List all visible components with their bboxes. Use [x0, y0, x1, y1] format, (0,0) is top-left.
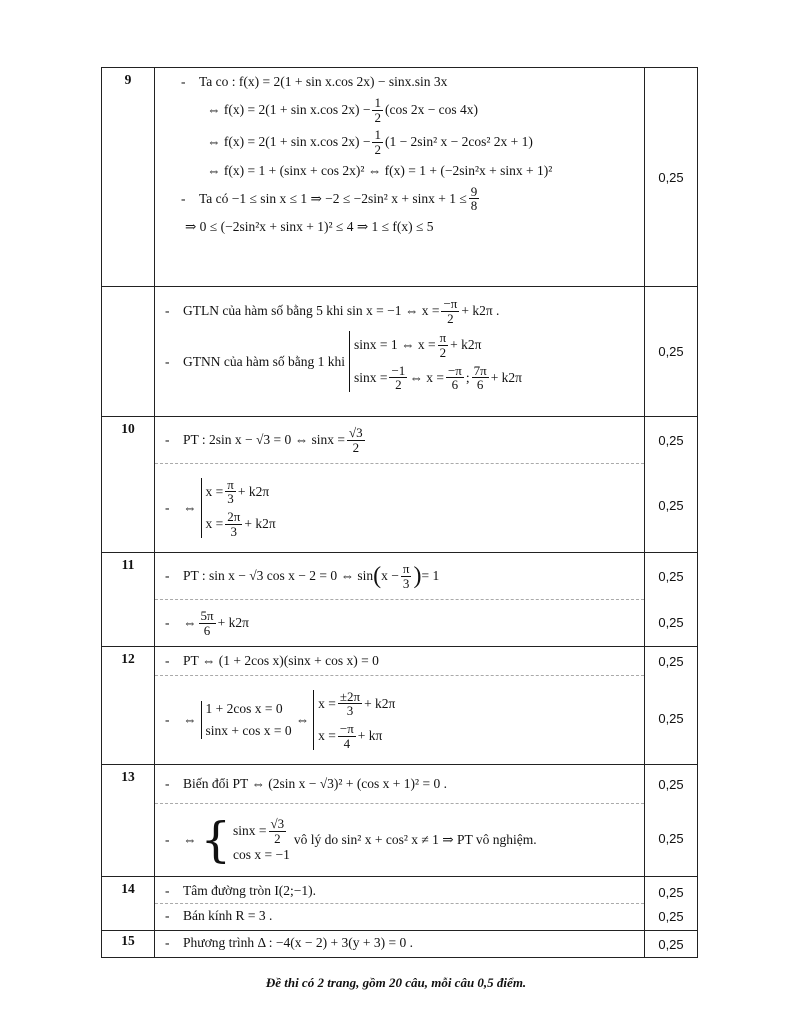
- table-row: [102, 931, 698, 958]
- row-divider: [155, 599, 644, 600]
- score-pair: [645, 647, 698, 765]
- score: 0,25: [658, 433, 684, 448]
- answer-cell: [155, 765, 645, 877]
- answer-line: - PT : 2sin x − √3 = 0 ⇔ sinx = $\frac{√3}{2}$: [165, 424, 363, 455]
- fraction: $\frac{9}{8}$: [470, 183, 478, 214]
- score-pair: [645, 553, 698, 647]
- table-row: [102, 765, 698, 877]
- table-row: [102, 287, 698, 417]
- answer-line: ⇔ f(x) = 2(1 + sin x.cos 2x) − $\frac{1}{2}$ (cos 2x − cos 4x): [207, 95, 479, 125]
- score: 0,25: [658, 711, 684, 726]
- fraction: $\frac{√3}{2}$: [349, 424, 363, 455]
- answer-line: - Biến đổi PT ⇔ (2sin x − √3)² + (cos x + 1)² = 0 .: [165, 776, 447, 791]
- score: 0,25: [658, 654, 684, 669]
- fraction: $\frac{5\pi}{6}$: [200, 607, 214, 638]
- score: 0,25: [658, 498, 684, 513]
- question-number: 10: [102, 417, 155, 553]
- solution-bracket: x = $\frac{\pm 2\pi}{3}$ + k2π x = $\frac{-\pi}{4}$ + kπ: [313, 690, 395, 751]
- score: 0,25: [645, 68, 698, 287]
- score: 0,25: [645, 931, 698, 958]
- score: 0,25: [658, 909, 684, 924]
- answer-line: - PT ⇔ (1 + 2cos x)(sinx + cos x) = 0: [165, 653, 379, 668]
- question-number: 15: [102, 931, 155, 958]
- fraction: $\frac{-\pi}{2}$: [443, 296, 458, 326]
- answer-line: ⇒ 0 ≤ (−2sin²x + sinx + 1)² ≤ 4 ⇒ 1 ≤ f(x) ≤ 5: [185, 218, 434, 234]
- fraction: $\frac{1}{2}$: [374, 127, 381, 157]
- answer-line: ⇔ f(x) = 2(1 + sin x.cos 2x) − $\frac{1}{2}$ (1 − 2sin² x − 2cos² 2x + 1): [207, 127, 533, 157]
- fraction: $\frac{1}{2}$: [374, 95, 381, 125]
- score: 0,25: [658, 569, 684, 584]
- answer-line: - GTLN của hàm số bằng 5 khi sin x = −1 ⇔ x = $\frac{-\pi}{2}$ + k2π .: [165, 296, 500, 326]
- answer-line: - Ta co : f(x) = 2(1 + sin x.cos 2x) − sinx.sin 3x: [181, 74, 448, 89]
- score-pair: [645, 417, 698, 553]
- solution-bracket: x = $\frac{\pi}{3}$ + k2π x = $\frac{2\pi}{3}$ + k2π: [201, 478, 276, 539]
- question-number: 14: [102, 877, 155, 931]
- answer-cell: [155, 287, 645, 417]
- score-pair: [645, 877, 698, 931]
- row-divider: [155, 675, 644, 676]
- answer-cell: [155, 417, 645, 553]
- score: 0,25: [658, 831, 684, 846]
- row-divider: [155, 803, 644, 804]
- page-footer: Đề thi có 2 trang, gồm 20 câu, mỗi câu 0,5 điểm.: [265, 975, 527, 990]
- table-row: [102, 877, 698, 931]
- score-pair: [645, 765, 698, 877]
- question-number: 13: [102, 765, 155, 877]
- answer-line: - ⇔ 1 + 2cos x = 0 sinx + cos x = 0 ⇔ x = $\frac{\pm 2\pi}{3}$ + k2π x = $\frac{-\pi}{4}$ + kπ: [165, 688, 396, 751]
- answer-line: - Phương trình Δ : −4(x − 2) + 3(y + 3) = 0 .: [165, 935, 413, 950]
- system-brace: { sinx = $\frac{√3}{2}$ cos x = −1: [200, 812, 290, 868]
- answer-cell: [155, 68, 645, 287]
- answer-line: ⇔ f(x) = 1 + (sinx + cos 2x)² ⇔ f(x) = 1 + (−2sin²x + sinx + 1)²: [207, 162, 553, 178]
- question-number: 9: [102, 68, 155, 287]
- score: 0,25: [645, 287, 698, 417]
- answer-line: - ⇔ { sinx = $\frac{√3}{2}$ cos x = −1 vô lý do sin² x + cos² x ≠ 1 ⇒ PT vô nghiệm.: [165, 812, 537, 868]
- question-number: 12: [102, 647, 155, 765]
- solution-bracket: 1 + 2cos x = 0 sinx + cos x = 0: [201, 701, 292, 739]
- answer-line: - ⇔ x = $\frac{\pi}{3}$ + k2π x = $\frac{2\pi}{3}$ + k2π: [165, 476, 276, 539]
- row-divider: [155, 463, 644, 464]
- answer-line: - GTNN của hàm số bằng 1 khi sinx = 1 ⇔ x = $\frac{\pi}{2}$ + k2π sinx = $\frac{-1}{2}$ ⇔ x = $\frac{-\pi}{6}$ ; $\frac{7\pi}{6}$ + k2π: [165, 330, 522, 393]
- answer-line: - PT : sin x − √3 cos x − 2 = 0 ⇔ sin ( x − $\frac{\pi}{3}$ ) = 1: [165, 560, 440, 591]
- answer-line: - Bán kính R = 3 .: [165, 908, 273, 923]
- answer-line: - Tâm đường tròn I(2;−1).: [165, 883, 317, 898]
- question-number: 11: [102, 553, 155, 647]
- solution-bracket: sinx = 1 ⇔ x = $\frac{\pi}{2}$ + k2π sinx = $\frac{-1}{2}$ ⇔ x = $\frac{-\pi}{6}$ ; $\frac{7\pi}{6}$ + k2π: [349, 331, 522, 392]
- row-divider: [155, 903, 644, 904]
- answer-line: - ⇔ $\frac{5\pi}{6}$ + k2π: [165, 607, 249, 638]
- fraction: $\frac{\pi}{3}$: [402, 560, 410, 591]
- score: 0,25: [658, 776, 684, 792]
- table-row: [102, 553, 698, 647]
- answer-cell: [155, 553, 645, 647]
- score: 0,25: [658, 615, 684, 630]
- score: 0,25: [658, 885, 684, 900]
- answer-cell: [155, 647, 645, 765]
- table-row: [102, 68, 698, 287]
- answer-line: - Ta có −1 ≤ sin x ≤ 1 ⇒ −2 ≤ −2sin² x + sinx + 1 ≤ $\frac{9}{8}$: [181, 183, 478, 214]
- table-row: [102, 417, 698, 553]
- answer-cell: [155, 931, 645, 958]
- table-row: [102, 647, 698, 765]
- answer-table: [101, 67, 698, 958]
- answer-cell: [155, 877, 645, 931]
